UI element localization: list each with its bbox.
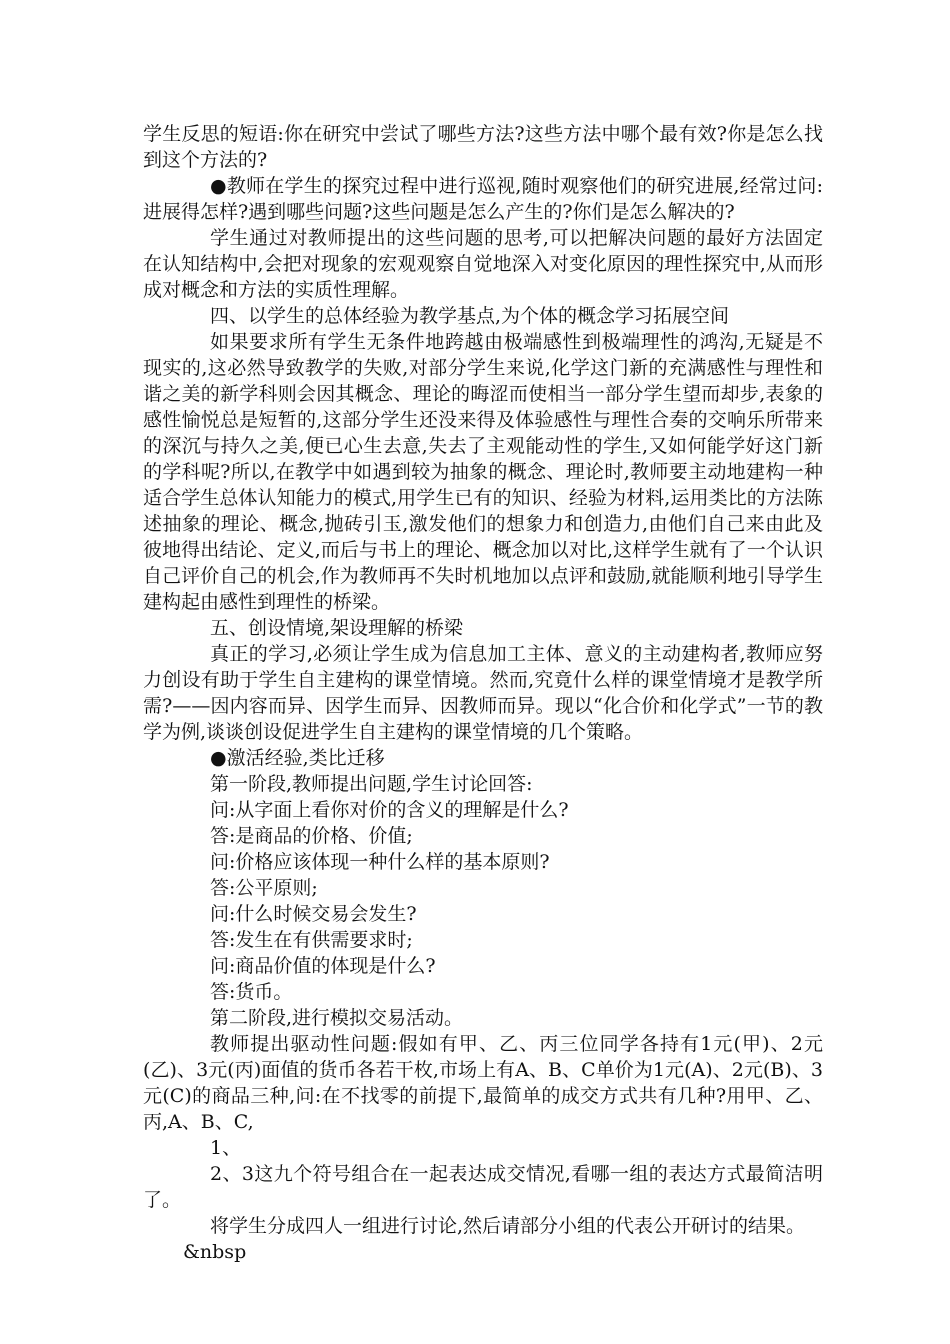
document-page xyxy=(143,121,823,1265)
paragraph-real-learning: 真正的学习,必须让学生成为信息加工主体、意义的主动建构者,教师应努力创设有助于学生自主建构的课堂情境。然而,究竟什么样的课堂情境才是教学所需?——因内容而异、因学生而异、因教师而异。现以“化合价和化学式”一节的教学为例,谈谈创设促进学生自主建构的课堂情境的几个策略。 xyxy=(143,643,823,743)
question-line: 问:商品价值的体现是什么? xyxy=(210,955,436,977)
section-heading-five: 五、创设情境,架设理解的桥梁 xyxy=(210,617,464,639)
question-line: 问:什么时候交易会发生? xyxy=(210,903,417,925)
answer-line: 答:公平原则; xyxy=(210,877,318,899)
question-line: 问:价格应该体现一种什么样的基本原则? xyxy=(210,851,550,873)
bullet-activate-experience: ●激活经验,类比迁移 xyxy=(210,747,385,769)
list-number-one: 1、 xyxy=(210,1137,242,1159)
paragraph-group-discussion: 将学生分成四人一组进行讨论,然后请部分小组的代表公开研讨的结果。 xyxy=(210,1215,806,1237)
paragraph-stage-one: 第一阶段,教师提出问题,学生讨论回答: xyxy=(210,773,533,795)
paragraph-stage-two: 第二阶段,进行模拟交易活动。 xyxy=(210,1007,464,1029)
answer-line: 答:发生在有供需要求时; xyxy=(210,929,413,951)
paragraph-student-thinking: 学生通过对教师提出的这些问题的思考,可以把解决问题的最好方法固定在认知结构中,会把对现象的宏观观察自觉地深入对变化原因的理性探究中,从而形成对概念和方法的实质性理解。 xyxy=(143,227,823,301)
paragraph-student-reflection: 学生反思的短语:你在研究中尝试了哪些方法?这些方法中哪个最有效?你是怎么找到这个方法的? xyxy=(143,123,823,171)
answer-line: 答:货币。 xyxy=(210,981,293,1003)
stray-entity-text: &nbsp xyxy=(183,1241,247,1263)
section-heading-four: 四、以学生的总体经验为教学基点,为个体的概念学习拓展空间 xyxy=(210,305,730,327)
question-line: 问:从字面上看你对价的含义的理解是什么? xyxy=(210,799,569,821)
paragraph-driving-question: 教师提出驱动性问题:假如有甲、乙、丙三位同学各持有1元(甲)、2元(乙)、3元(丙)面值的货币各若干枚,市场上有A、B、C单价为1元(A)、2元(B)、3元(C)的商品三种,问:在不找零的前提下,最简单的成交方式共有几种?用甲、乙、丙,A、B、C, xyxy=(143,1033,823,1133)
paragraph-teacher-patrol: ●教师在学生的探究过程中进行巡视,随时观察他们的研究进展,经常过问:进展得怎样?遇到哪些问题?这些问题是怎么产生的?你们是怎么解决的? xyxy=(143,175,823,223)
paragraph-symbol-combination: 2、3这九个符号组合在一起表达成交情况,看哪一组的表达方式最简洁明了。 xyxy=(143,1163,823,1211)
paragraph-overall-experience: 如果要求所有学生无条件地跨越由极端感性到极端理性的鸿沟,无疑是不现实的,这必然导致教学的失败,对部分学生来说,化学这门新的充满感性与理性和谐之美的新学科则会因其概念、理论的晦涩而使相当一部分学生望而却步,表象的感性愉悦总是短暂的,这部分学生还没来得及体验感性与理性合奏的交响乐所带来的深沉与持久之美,便已心生去意,失去了主观能动性的学生,又如何能学好这门新的学科呢?所以,在教学中如遇到较为抽象的概念、理论时,教师要主动地建构一种适合学生总体认知能力的模式,用学生已有的知识、经验为材料,运用类比的方法陈述抽象的理论、概念,抛砖引玉,激发他们的想象力和创造力,由他们自己来由此及彼地得出结论、定义,而后与书上的理论、概念加以对比,这样学生就有了一个认识自己评价自己的机会,作为教师再不失时机地加以点评和鼓励,就能顺利地引导学生建构起由感性到理性的桥梁。 xyxy=(143,331,823,613)
answer-line: 答:是商品的价格、价值; xyxy=(210,825,413,847)
